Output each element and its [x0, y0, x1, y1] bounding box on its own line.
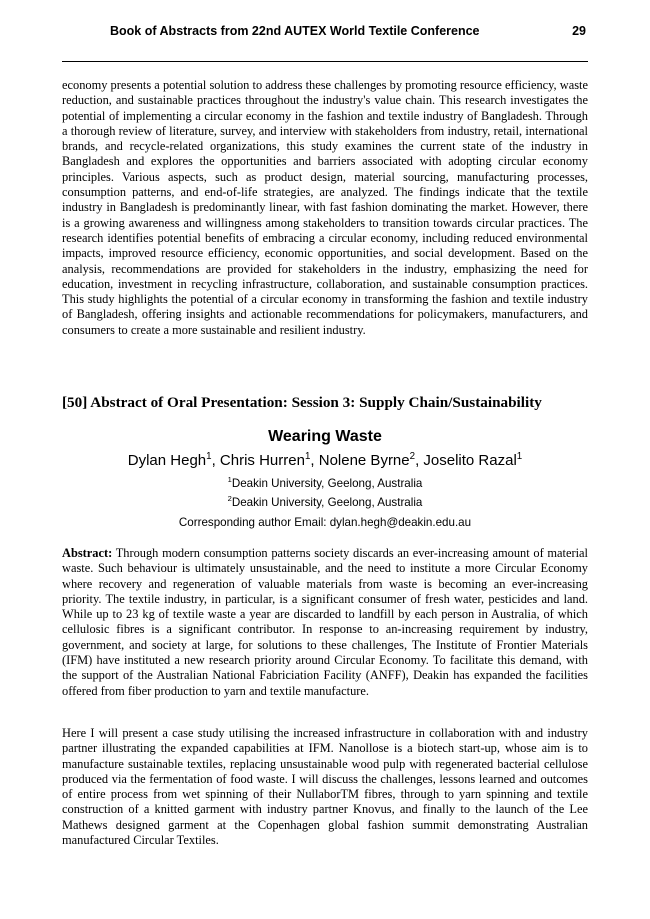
author-name: Joselito Razal	[423, 452, 517, 469]
abstract-text: Through modern consumption patterns society discards an ever-increasing amount of material waste. Such behaviour is ultimately unsustainable, and the need to institute a more Circular Economy where recovery and regeneration of valuable materials from waste is becoming an ever-increasing priority. The textile industry, in particular, is a significant consumer of fresh water, pesticides and land. While up to 23 kg of textile waste a year are discarded to landfill by each person in Australia, of which cellulosic fibres is a significant contributor. In response to an-increasing requirement by industry, government, and society at large, for solutions to these challenges, The Institute of Frontier Materials (IFM) have instituted a new research priority around Circular Economy. To facilitate this demand, with the support of the Australian National Fabriciation Facility (ANFF), Deakin has expanded the facilities offered from fiber production to yarn and textile manufacture.	[62, 546, 588, 698]
author-separator: ,	[310, 452, 319, 469]
author-affiliation-mark: 1	[516, 451, 523, 462]
header-rule	[62, 61, 588, 62]
corresponding-author: Corresponding author Email: dylan.hegh@deakin.edu.au	[178, 516, 472, 529]
abstract-paragraph	[62, 546, 588, 699]
affiliation-mark: 2	[227, 494, 232, 504]
affiliation	[62, 496, 588, 509]
session-heading: [50] Abstract of Oral Presentation: Session 3: Supply Chain/Sustainability	[62, 394, 542, 411]
continued-paragraph: economy presents a potential solution to address these challenges by promoting resource efficiency, waste reduction, and sustainable practices throughout the industry's value chain. This research investigates the potential of implementing a circular economy in the fashion and textile industry of Bangladesh. Through a thorough review of literature, survey, and interview with stakeholders from industry, retail, international brands, and recycle-related organizations, this study examines the current state of the industry in Bangladesh and explores the opportunities and barriers associated with adopting circular economy principles. Various aspects, such as product design, material sourcing, manufacturing processes, consumption patterns, and end-of-life strategies, are analyzed. The findings indicate that the textile industry in Bangladesh is predominantly linear, with fast fashion dominating the market. However, there is a growing awareness and willingness among stakeholders to transition towards circular practices. The research identifies potential benefits of embracing a circular economy, including reduced environmental impacts, improved resource efficiency, economic opportunities, and social development. Based on the analysis, recommendations are provided for stakeholders in the industry, emphasizing the need for education, investment in recycling infrastructure, collaboration, and sustainable consumption practices. This study highlights the potential of a circular economy in transforming the fashion and textile industry of Bangladesh, offering insights and actionable recommendations for policymakers, manufacturers, and consumers to create a more sustainable and resilient industry.	[62, 78, 588, 337]
page-number: 29	[572, 24, 586, 38]
author-affiliation-mark: 1	[206, 451, 212, 462]
author-separator: ,	[415, 452, 424, 469]
abstract-title: Wearing Waste	[268, 428, 382, 445]
abstract-label: Abstract:	[62, 546, 113, 560]
running-header	[62, 22, 588, 42]
affiliation-text: Deakin University, Geelong, Australia	[231, 496, 423, 509]
author-name: Chris Hurren	[219, 452, 305, 469]
affiliation	[62, 477, 588, 490]
affiliation-mark: 1	[227, 475, 232, 485]
author-list	[62, 452, 588, 469]
author-affiliation-mark: 1	[304, 451, 311, 462]
author-affiliation-mark: 2	[409, 451, 416, 462]
header-title: Book of Abstracts from 22nd AUTEX World Textile Conference	[110, 24, 480, 38]
author-name: Dylan Hegh	[127, 452, 207, 469]
author-separator: ,	[211, 452, 220, 469]
author-name: Nolene Byrne	[318, 452, 410, 469]
case-study-paragraph: Here I will present a case study utilising the increased infrastructure in collaboration with and industry partner illustrating the expanded capabilities at IFM. Nanollose is a biotech start-up, whose aim is to manufacture sustainable textiles, replacing unsustainable wood pulp with regenerated bacterial cellulose produced via the fermentation of food waste. I will discuss the challenges, lessons learned and outcomes of entire process from wet spinning of their NullaborTM fibres, through to yarn spinning and textile construction of a knitted garment with industry partner Knovus, and finally to the launch of the Lee Mathews designed garment at the Copenhagen global fashion summit demonstrating Australian manufactured Circular Textiles.	[62, 726, 588, 848]
affiliation-text: Deakin University, Geelong, Australia	[231, 477, 423, 490]
